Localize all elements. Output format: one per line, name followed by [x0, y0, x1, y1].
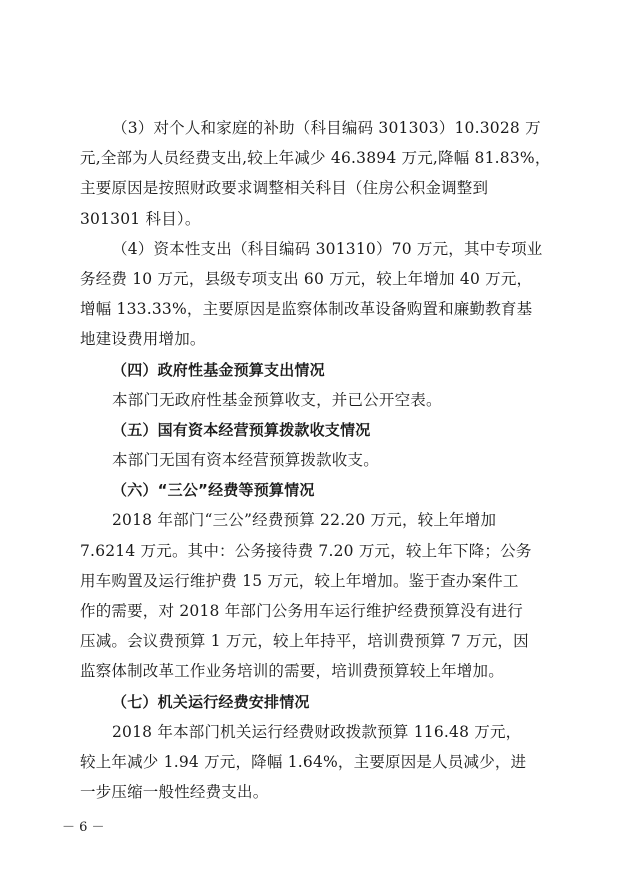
text-line: 本部门无国有资本经营预算拨款收支。: [112, 451, 379, 470]
text-line: 较上年减少 1.94 万元，降幅 1.64%，主要原因是人员减少，进: [80, 752, 527, 771]
section-heading-three-public: （六）“三公”经费等预算情况: [112, 481, 315, 500]
text-line: 地建设费用增加。: [80, 330, 206, 349]
text-line: 一步压缩一般性经费支出。: [80, 783, 269, 802]
text-line: 2018 年部门“三公”经费预算 22.20 万元，较上年增加: [112, 511, 497, 530]
text-line: 元,全部为人员经费支出,较上年减少 46.3894 万元,降幅 81.83%，: [80, 149, 551, 168]
text-line: （3）对个人和家庭的补助（科目编码 301303）10.3028 万: [112, 119, 541, 137]
text-line: 本部门无政府性基金预算收支，并已公开空表。: [112, 390, 442, 409]
section-heading-state-capital: （五）国有资本经营预算拨款收支情况: [112, 420, 371, 439]
text-line: 作的需要，对 2018 年部门公务用车运行维护经费预算没有进行: [80, 602, 524, 620]
section-heading-government-fund: （四）政府性基金预算支出情况: [112, 360, 325, 379]
paragraph-three-public: [80, 505, 560, 686]
text-line: 增幅 133.33%，主要原因是监察体制改革设备购置和廉勤教育基: [80, 300, 533, 319]
text-line: 监察体制改革工作业务培训的需要，培训费预算较上年增加。: [80, 662, 504, 681]
page-number: － 6 －: [62, 820, 105, 835]
document-body: [80, 113, 560, 807]
text-line: 压减。会议费预算 1 万元，较上年持平，培训费预算 7 万元，因: [80, 632, 529, 651]
text-line: 用车购置及运行维护费 15 万元，较上年增加。鉴于查办案件工: [80, 571, 519, 590]
text-line: 主要原因是按照财政要求调整相关科目（住房公积金调整到: [80, 179, 489, 198]
text-line: 7.6214 万元。其中：公务接待费 7.20 万元，较上年下降；公务: [80, 541, 532, 560]
text-line: 务经费 10 万元，县级专项支出 60 万元，较上年增加 40 万元，: [80, 269, 533, 288]
paragraph-capital-expenditure: [80, 234, 560, 355]
text-line: （4）资本性支出（科目编码 301310）70 万元，其中专项业: [112, 239, 543, 258]
text-line: 301301 科目）。: [80, 209, 201, 228]
paragraph-subsidy: [80, 113, 560, 234]
text-line: 2018 年本部门机关运行经费财政拨款预算 116.48 万元，: [112, 722, 522, 741]
section-heading-operating-funds: （七）机关运行经费安排情况: [112, 692, 310, 711]
paragraph-operating-funds: [80, 717, 560, 808]
